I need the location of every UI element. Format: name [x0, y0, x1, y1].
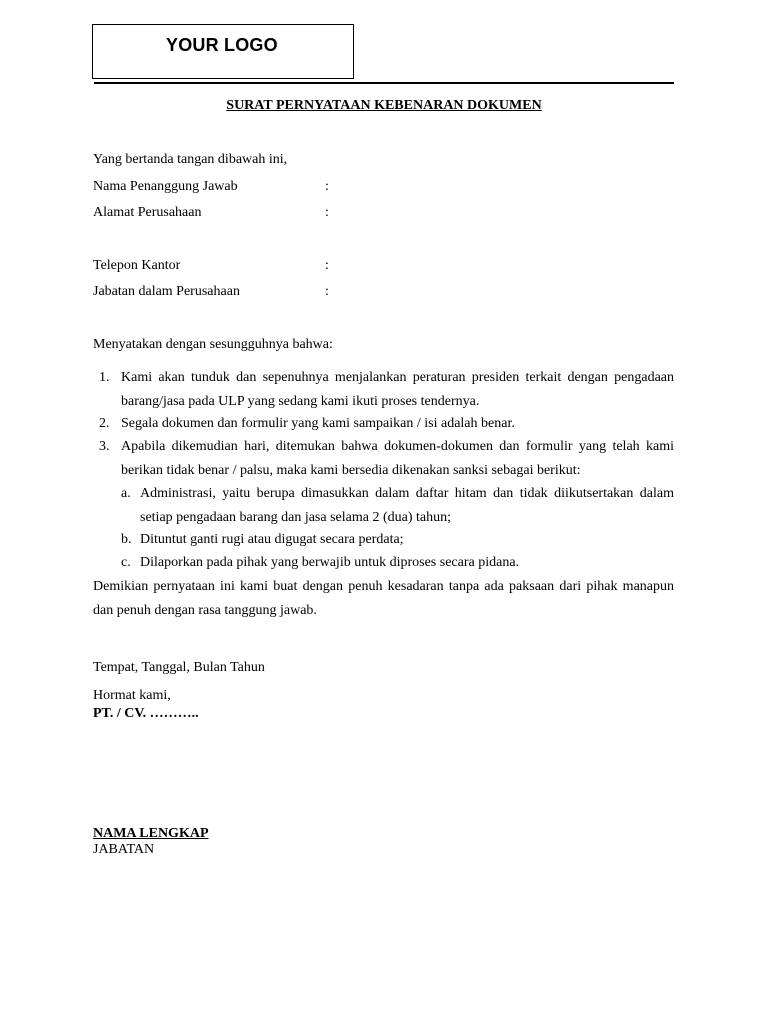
company-name: PT. / CV. ……….. — [93, 706, 199, 721]
statement-intro: Menyatakan dengan sesungguhnya bahwa: — [93, 337, 333, 352]
subitem-letter-a: a. — [121, 486, 131, 501]
field-label-name: Nama Penanggung Jawab — [93, 179, 238, 194]
regards-text: Hormat kami, — [93, 688, 171, 703]
document-title: SURAT PERNYATAAN KEBENARAN DOKUMEN — [226, 98, 542, 113]
item-number-3: 3. — [99, 439, 110, 454]
intro-text: Yang bertanda tangan dibawah ini, — [93, 152, 288, 167]
logo-text: YOUR LOGO — [166, 35, 278, 55]
closing-paragraph: Demikian pernyataan ini kami buat dengan penuh kesadaran tanpa ada paksaan dari pihak manapun dan penuh dengan rasa tanggung jawab. — [93, 579, 674, 618]
subitem-text-b: Dituntut ganti rugi atau digugat secara perdata; — [140, 532, 404, 547]
signer-name: NAMA LENGKAP — [93, 826, 209, 841]
subitem-text-a: Administrasi, yaitu berupa dimasukkan dalam daftar hitam dan tidak diikutsertakan dalam setiap pengadaan barang dan jasa selama 2 (dua) tahun; — [140, 486, 674, 525]
field-label-address: Alamat Perusahaan — [93, 205, 202, 220]
item-text-3: Apabila dikemudian hari, ditemukan bahwa dokumen-dokumen dan formulir yang telah kami berikan tidak benar / palsu, maka kami bersedia dikenakan sanksi sebagai berikut: — [121, 439, 674, 478]
place-date: Tempat, Tanggal, Bulan Tahun — [93, 660, 265, 675]
subitem-letter-c: c. — [121, 555, 131, 570]
item-number-2: 2. — [99, 416, 110, 431]
item-text-1: Kami akan tunduk dan sepenuhnya menjalankan peraturan presiden terkait dengan pengadaan barang/jasa pada ULP yang sedang kami ikuti proses tendernya. — [121, 370, 674, 409]
field-colon-address: : — [325, 205, 329, 220]
field-label-phone: Telepon Kantor — [93, 258, 181, 273]
item-number-1: 1. — [99, 370, 110, 385]
header-rule — [94, 82, 674, 84]
subitem-letter-b: b. — [121, 532, 132, 547]
field-label-position: Jabatan dalam Perusahaan — [93, 284, 240, 299]
signer-position: JABATAN — [93, 842, 155, 857]
subitem-text-c: Dilaporkan pada pihak yang berwajib untuk diproses secara pidana. — [140, 555, 520, 570]
field-colon-position: : — [325, 284, 329, 299]
field-colon-name: : — [325, 179, 329, 194]
logo-box — [92, 24, 354, 79]
field-colon-phone: : — [325, 258, 329, 273]
item-text-2: Segala dokumen dan formulir yang kami sampaikan / isi adalah benar. — [121, 416, 515, 431]
